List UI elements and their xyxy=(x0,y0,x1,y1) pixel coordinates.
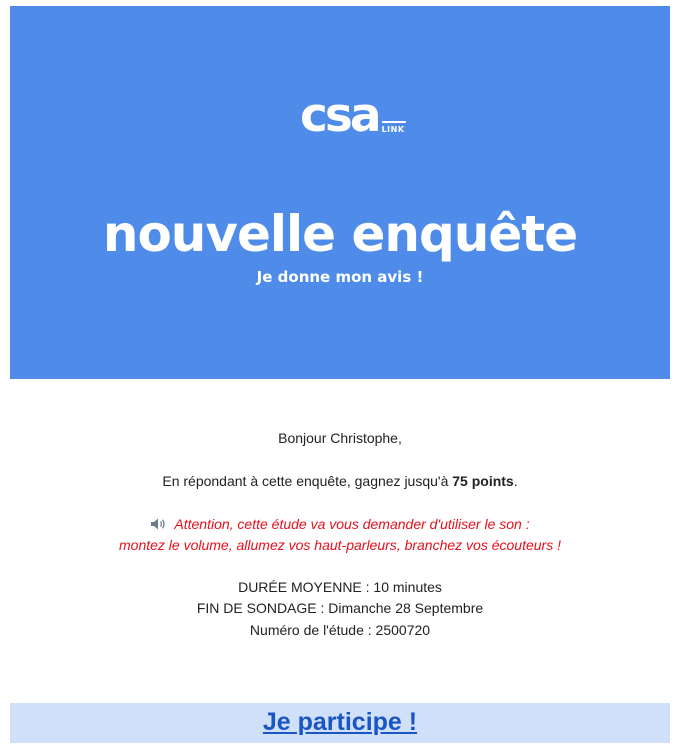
reward-prefix: En répondant à cette enquête, gagnez jusqu'à xyxy=(162,473,453,489)
sound-warning-line-1 xyxy=(10,514,670,535)
reward-text xyxy=(10,471,670,492)
logo-divider xyxy=(382,121,406,123)
study-number: Numéro de l'étude : 2500720 xyxy=(249,622,431,638)
cta-bar xyxy=(10,703,670,743)
logo-sub xyxy=(382,121,406,134)
survey-end-date: FIN DE SONDAGE : Dimanche 28 Septembre xyxy=(196,600,484,616)
speaker-icon xyxy=(150,517,168,531)
average-duration: DURÉE MOYENNE : 10 minutes xyxy=(238,579,442,595)
csa-link-logo xyxy=(300,88,406,143)
reward-points: 75 points xyxy=(452,473,514,489)
greeting: Bonjour Christophe, xyxy=(278,430,402,446)
sound-warning-line-2: montez le volume, allumez vos haut-parleurs, branchez vos écouteurs ! xyxy=(119,537,561,553)
header-banner xyxy=(10,6,670,379)
banner-headline: nouvelle enquête xyxy=(102,205,578,263)
logo-wordmark: csa xyxy=(300,88,379,143)
banner-subline: Je donne mon avis ! xyxy=(256,268,424,286)
logo-sub-text: LINK xyxy=(381,125,405,134)
reward-suffix: . xyxy=(513,473,518,489)
participate-link[interactable]: Je participe ! xyxy=(262,708,418,736)
warning-line-1-text: Attention, cette étude va vous demander d'utiliser le son : xyxy=(174,516,530,532)
